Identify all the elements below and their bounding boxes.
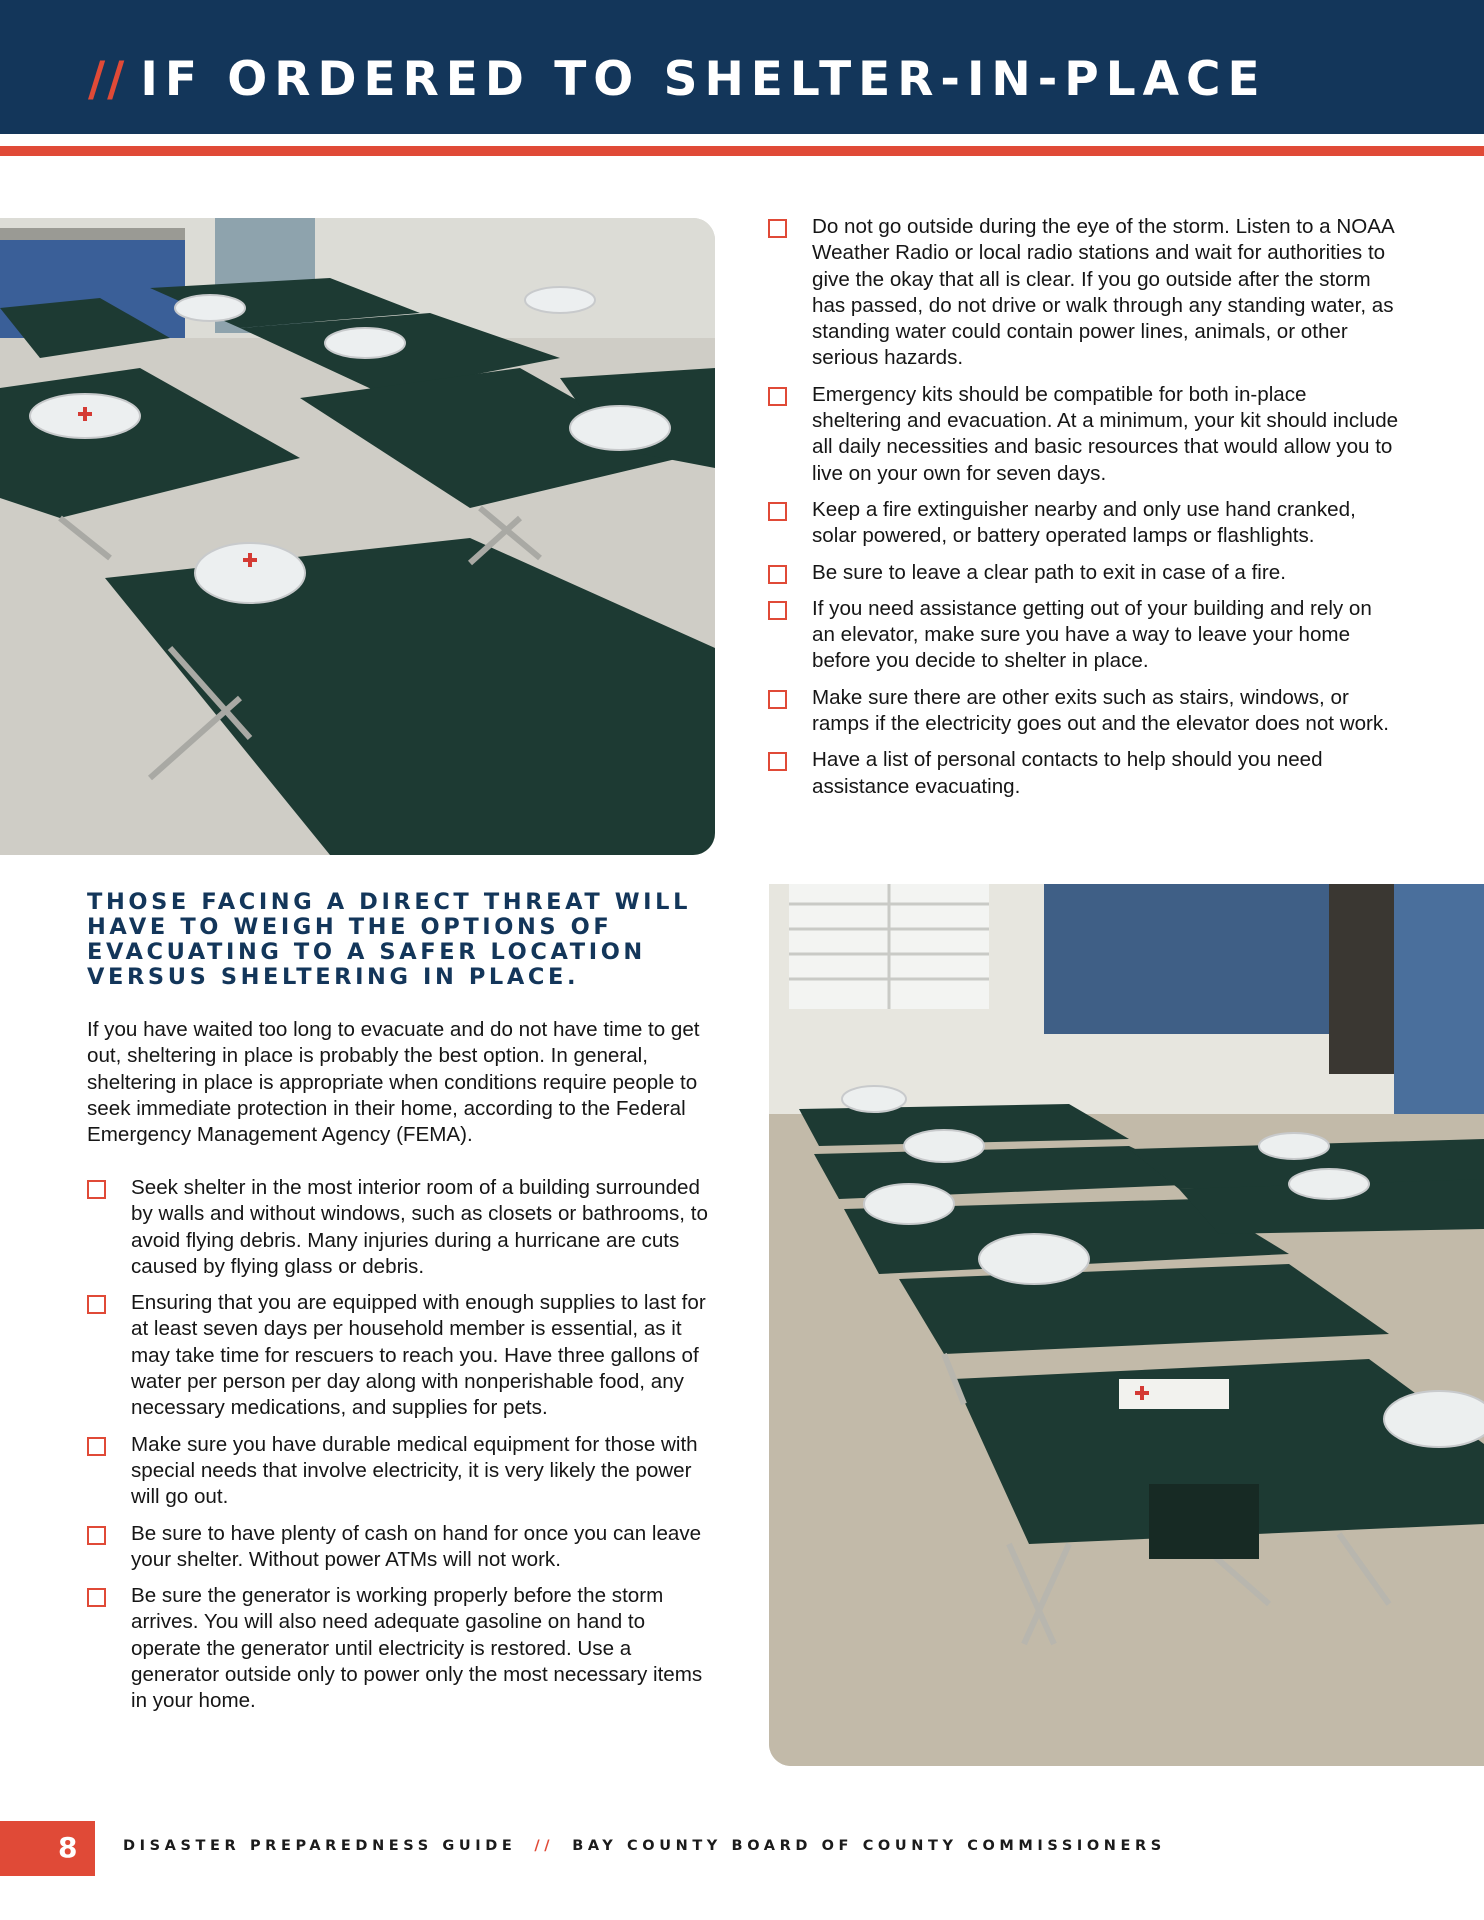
checklist-item-text: If you need assistance getting out of your building and rely on an elevator, make sure you have a way to leave your home before you decide to shelter in place. — [812, 596, 1372, 673]
checkbox[interactable] — [87, 1526, 106, 1545]
checkbox[interactable] — [87, 1588, 106, 1607]
checkbox[interactable] — [768, 387, 787, 406]
checklist-item-text: Make sure there are other exits such as stairs, windows, or ramps if the electricity goes out and the elevator does not work. — [812, 685, 1389, 736]
checklist-item — [87, 1175, 717, 1280]
page-header — [0, 0, 1484, 134]
footer-organization: BAY COUNTY BOARD OF COUNTY COMMISSIONERS — [572, 1838, 1166, 1854]
photo-cots-classroom-illustration — [0, 218, 715, 855]
photo-cots-classroom — [0, 218, 715, 855]
checklist-item — [768, 382, 1400, 487]
checkbox[interactable] — [768, 752, 787, 771]
checkbox[interactable] — [768, 219, 787, 238]
page-number-badge — [0, 1821, 95, 1876]
checklist-item — [768, 747, 1400, 800]
page-footer — [123, 1838, 1166, 1854]
checklist-item-text: Seek shelter in the most interior room of a building surrounded by walls and without windows, such as closets or bathrooms, to avoid flying debris. Many injuries during a hurricane are cuts caused by flying glass or debris. — [131, 1176, 708, 1278]
checkbox[interactable] — [768, 502, 787, 521]
checklist-item — [768, 685, 1400, 738]
checklist-item-text: Emergency kits should be compatible for both in-place sheltering and evacuation. At a minimum, your kit should include all daily necessities and basic resources that would allow you to live on your own for seven days. — [812, 382, 1399, 485]
checklist-item — [768, 214, 1400, 372]
checklist-right — [768, 214, 1400, 810]
checkbox[interactable] — [768, 601, 787, 620]
checklist-item — [768, 596, 1400, 675]
page-title — [88, 52, 1267, 107]
checklist-left — [87, 1175, 717, 1725]
photo-cots-shelter-room-illustration — [769, 884, 1484, 1766]
photo-cots-shelter-room — [769, 884, 1484, 1766]
checkbox[interactable] — [87, 1180, 106, 1199]
checklist-item — [87, 1583, 717, 1714]
checklist-item — [768, 497, 1400, 550]
checklist-item-text: Make sure you have durable medical equipment for those with special needs that involve electricity, it is very likely the power will go out. — [131, 1432, 698, 1509]
checklist-item-text: Keep a fire extinguisher nearby and only use hand cranked, solar powered, or battery operated lamps or flashlights. — [812, 497, 1356, 548]
title-text: IF ORDERED TO SHELTER-IN-PLACE — [140, 52, 1267, 107]
checklist-item-text: Be sure the generator is working properly before the storm arrives. You will also need adequate gasoline on hand to operate the generator until electricity is restored. Use a generator outside only to power only the most necessary items in your home. — [131, 1584, 703, 1713]
checklist-item-text: Be sure to leave a clear path to exit in case of a fire. — [812, 560, 1286, 584]
title-slashes: // — [88, 52, 127, 107]
checkbox[interactable] — [87, 1295, 106, 1314]
footer-separator: // — [534, 1838, 555, 1854]
checkbox[interactable] — [768, 690, 787, 709]
page-number: 8 — [58, 1831, 78, 1864]
checklist-item — [87, 1521, 717, 1574]
checklist-item — [87, 1290, 717, 1421]
header-accent-rule — [0, 146, 1484, 156]
checkbox[interactable] — [768, 565, 787, 584]
checklist-item — [87, 1432, 717, 1511]
intro-paragraph: If you have waited too long to evacuate and do not have time to get out, sheltering in place is probably the best option. In general, sheltering in place is appropriate when conditions require people to seek immediate protection in their home, according to the Federal Emergency Management Agency (FEMA). — [87, 1018, 700, 1147]
checkbox[interactable] — [87, 1437, 106, 1456]
checklist-item-text: Ensuring that you are equipped with enough supplies to last for at least seven days per household member is essential, as it may take time for rescuers to reach you. Have three gallons of water per person per day along with nonperishable food, any necessary medications, and supplies for pets. — [131, 1291, 706, 1420]
checklist-item-text: Do not go outside during the eye of the storm. Listen to a NOAA Weather Radio or local radio stations and wait for authorities to give the okay that all is clear. If you go outside after the storm has passed, do not drive or walk through any standing water, as standing water could contain power lines, animals, or other serious hazards. — [812, 215, 1394, 370]
checklist-item — [768, 560, 1400, 586]
footer-publication: DISASTER PREPAREDNESS GUIDE — [123, 1838, 517, 1854]
section-subheading: THOSE FACING A DIRECT THREAT WILL HAVE TO WEIGH THE OPTIONS OF EVACUATING TO A SAFER LOCATION VERSUS SHELTERING IN PLACE. — [87, 889, 691, 990]
checklist-item-text: Be sure to have plenty of cash on hand for once you can leave your shelter. Without power ATMs will not work. — [131, 1521, 702, 1571]
checklist-item-text: Have a list of personal contacts to help should you need assistance evacuating. — [812, 748, 1323, 798]
